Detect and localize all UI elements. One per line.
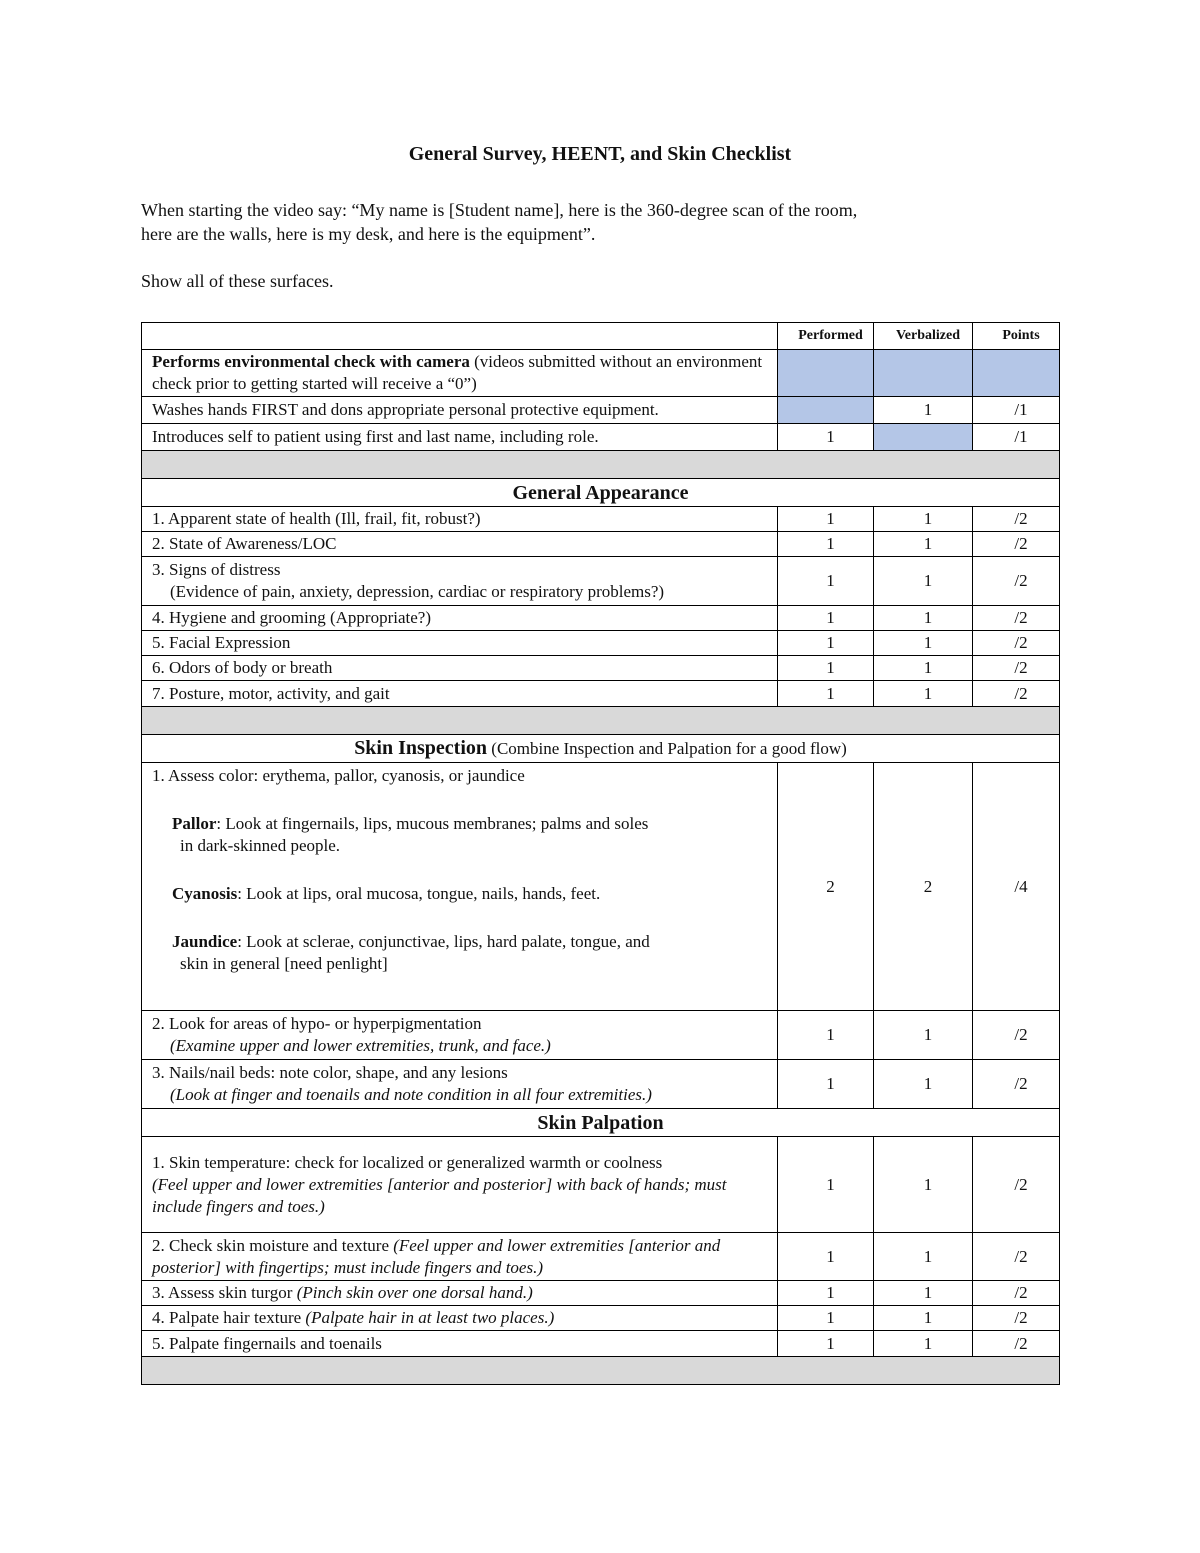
verbalized-value: 1	[874, 507, 973, 532]
table-row	[142, 1011, 1060, 1060]
table-row	[142, 1306, 1060, 1331]
separator-row	[142, 1357, 1060, 1385]
points-value: /2	[973, 1137, 1060, 1233]
cyanosis-definition	[152, 883, 777, 905]
verbalized-value: 1	[874, 681, 973, 707]
jaundice-text-cont: skin in general [need penlight]	[180, 954, 388, 973]
performed-cell-shaded	[778, 350, 874, 397]
intro-instructions	[141, 198, 1041, 246]
verbalized-value: 1	[874, 1137, 973, 1233]
table-row	[142, 507, 1060, 532]
points-value: /2	[973, 681, 1060, 707]
performed-value: 1	[778, 532, 874, 557]
section-heading-row	[142, 735, 1060, 763]
item-label: 1. Apparent state of health (Ill, frail, fit, robust?)	[142, 507, 778, 532]
section-heading: General Appearance	[142, 479, 1060, 507]
verbalized-value: 1	[874, 557, 973, 606]
section-heading: Skin Palpation	[142, 1109, 1060, 1137]
points-value: /2	[973, 1331, 1060, 1357]
item-label: 3. Signs of distress	[152, 560, 281, 579]
table-row	[142, 681, 1060, 707]
verbalized-cell-shaded	[874, 350, 973, 397]
jaundice-term: Jaundice	[172, 932, 238, 951]
verbalized-value: 1	[874, 532, 973, 557]
performed-value: 1	[778, 1137, 874, 1233]
item-detail: (Feel upper and lower extremities [anterior and posterior] with back of hands; must include fingers and toes.)	[152, 1174, 727, 1216]
intro-line: When starting the video say: “My name is [Student name], here is the 360-degree scan of the room,	[141, 200, 858, 220]
performed-value: 1	[778, 1233, 874, 1281]
item-detail: (Look at finger and toenails and note condition in all four extremities.)	[170, 1085, 652, 1104]
item-label: Introduces self to patient using first and last name, including role.	[142, 424, 778, 451]
performed-value: 1	[778, 656, 874, 681]
jaundice-definition	[152, 931, 777, 975]
item-detail: (Examine upper and lower extremities, trunk, and face.)	[170, 1036, 551, 1055]
table-row	[142, 763, 1060, 1011]
item-cell	[142, 1306, 778, 1331]
table-row	[142, 1233, 1060, 1281]
header-performed: Performed	[778, 323, 874, 350]
pallor-text-cont: in dark-skinned people.	[180, 836, 341, 855]
points-cell-shaded	[973, 350, 1060, 397]
env-check-title: Performs environmental check with camera	[152, 352, 470, 371]
item-label: 5. Palpate fingernails and toenails	[142, 1331, 778, 1357]
section-heading-note: (Combine Inspection and Palpation for a good flow)	[487, 739, 847, 758]
item-label: 4. Hygiene and grooming (Appropriate?)	[142, 606, 778, 631]
table-row	[142, 557, 1060, 606]
verbalized-value: 1	[874, 1233, 973, 1281]
env-check-note: (videos submitted without an environment check prior to getting started will receive a “0”)	[152, 352, 763, 393]
item-detail: (Pinch skin over one dorsal hand.)	[296, 1283, 533, 1302]
verbalized-value: 1	[874, 1306, 973, 1331]
table-row	[142, 532, 1060, 557]
verbalized-value: 1	[874, 1281, 973, 1306]
performed-value: 1	[778, 1011, 874, 1060]
table-row	[142, 424, 1060, 451]
item-cell	[142, 1137, 778, 1233]
item-label: 1. Skin temperature: check for localized or generalized warmth or coolness	[152, 1152, 663, 1172]
points-value: /2	[973, 631, 1060, 656]
table-row	[142, 1331, 1060, 1357]
item-cell	[142, 1281, 778, 1306]
table-row	[142, 606, 1060, 631]
item-label: 2. Look for areas of hypo- or hyperpigmentation	[152, 1014, 482, 1033]
points-value: /4	[973, 763, 1060, 1011]
performed-value: 1	[778, 1306, 874, 1331]
points-value: /1	[973, 397, 1060, 424]
item-cell	[142, 763, 778, 1011]
checklist-table	[141, 322, 1060, 1385]
table-header-row	[142, 323, 1060, 350]
table-row	[142, 656, 1060, 681]
separator-row	[142, 707, 1060, 735]
table-row	[142, 1060, 1060, 1109]
performed-value: 1	[778, 424, 874, 451]
performed-value: 1	[778, 557, 874, 606]
page-title: General Survey, HEENT, and Skin Checklist	[408, 143, 792, 165]
item-label: Washes hands FIRST and dons appropriate personal protective equipment.	[142, 397, 778, 424]
item-cell	[142, 1060, 778, 1109]
item-detail: (Feel upper and lower extremities [anterior and posterior] with fingertips; must include fingers and toes.)	[152, 1235, 721, 1277]
header-points: Points	[973, 323, 1060, 350]
item-label: 6. Odors of body or breath	[142, 656, 778, 681]
item-label: 7. Posture, motor, activity, and gait	[142, 681, 778, 707]
jaundice-text: : Look at sclerae, conjunctivae, lips, hard palate, tongue, and	[237, 932, 650, 951]
intro-line: here are the walls, here is my desk, and here is the equipment”.	[141, 224, 596, 244]
separator-cell	[142, 707, 1060, 735]
item-label: 2. State of Awareness/LOC	[142, 532, 778, 557]
cyanosis-term: Cyanosis	[172, 884, 238, 903]
item-cell	[142, 557, 778, 606]
section-heading-row	[142, 479, 1060, 507]
points-value: /2	[973, 1011, 1060, 1060]
table-row	[142, 1281, 1060, 1306]
points-value: /2	[973, 606, 1060, 631]
performed-value: 1	[778, 606, 874, 631]
show-surfaces-note: Show all of these surfaces.	[141, 271, 334, 291]
separator-row	[142, 451, 1060, 479]
performed-value: 2	[778, 763, 874, 1011]
points-value: /1	[973, 424, 1060, 451]
item-detail: (Evidence of pain, anxiety, depression, cardiac or respiratory problems?)	[170, 582, 665, 601]
pallor-definition	[152, 813, 777, 857]
verbalized-value: 1	[874, 397, 973, 424]
points-value: /2	[973, 1281, 1060, 1306]
item-label: 1. Assess color: erythema, pallor, cyanosis, or jaundice	[152, 766, 525, 785]
section-heading-cell	[142, 735, 1060, 763]
points-value: /2	[973, 1306, 1060, 1331]
points-value: /2	[973, 1060, 1060, 1109]
item-label: 3. Assess skin turgor	[152, 1283, 297, 1302]
env-check-cell	[142, 350, 778, 397]
points-value: /2	[973, 1233, 1060, 1281]
pallor-term: Pallor	[172, 814, 217, 833]
performed-value: 1	[778, 507, 874, 532]
item-label: 3. Nails/nail beds: note color, shape, and any lesions	[152, 1063, 508, 1082]
performed-value: 1	[778, 631, 874, 656]
verbalized-value: 1	[874, 656, 973, 681]
item-detail: (Palpate hair in at least two places.)	[305, 1308, 555, 1327]
cyanosis-text: : Look at lips, oral mucosa, tongue, nails, hands, feet.	[237, 884, 601, 903]
points-value: /2	[973, 532, 1060, 557]
performed-value: 1	[778, 1331, 874, 1357]
item-cell	[142, 1011, 778, 1060]
item-label: 2. Check skin moisture and texture	[152, 1235, 394, 1255]
table-row	[142, 631, 1060, 656]
verbalized-value: 1	[874, 1060, 973, 1109]
table-row	[142, 1137, 1060, 1233]
separator-cell	[142, 451, 1060, 479]
verbalized-value: 1	[874, 1011, 973, 1060]
points-value: /2	[973, 507, 1060, 532]
verbalized-value: 1	[874, 631, 973, 656]
performed-value: 1	[778, 681, 874, 707]
section-heading: Skin Inspection	[354, 737, 488, 759]
verbalized-cell-shaded	[874, 424, 973, 451]
section-heading-row	[142, 1109, 1060, 1137]
verbalized-value: 2	[874, 763, 973, 1011]
header-item-cell	[142, 323, 778, 350]
item-cell	[142, 1233, 778, 1281]
points-value: /2	[973, 557, 1060, 606]
item-label: 5. Facial Expression	[142, 631, 778, 656]
table-row	[142, 397, 1060, 424]
performed-cell-shaded	[778, 397, 874, 424]
verbalized-value: 1	[874, 606, 973, 631]
table-row	[142, 350, 1060, 397]
performed-value: 1	[778, 1281, 874, 1306]
header-verbalized: Verbalized	[874, 323, 973, 350]
performed-value: 1	[778, 1060, 874, 1109]
separator-cell	[142, 1357, 1060, 1385]
points-value: /2	[973, 656, 1060, 681]
item-label: 4. Palpate hair texture	[152, 1308, 306, 1327]
verbalized-value: 1	[874, 1331, 973, 1357]
pallor-text: : Look at fingernails, lips, mucous membranes; palms and soles	[216, 814, 649, 833]
